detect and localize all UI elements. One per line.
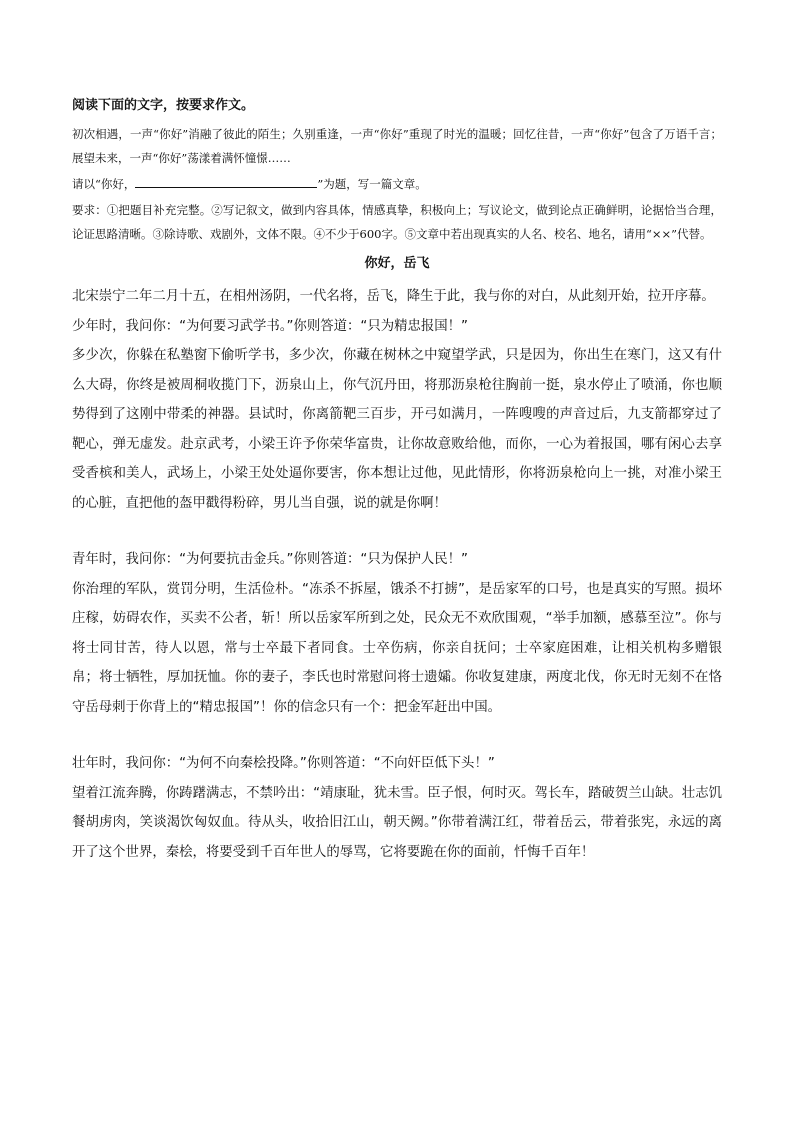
- essay-paragraph-youth-question: 少年时，我问你：“为何要习武学书。”你则答道：“只为精忠报国！”: [72, 318, 468, 334]
- prompt-heading: 阅读下面的文字，按要求作文。: [72, 98, 255, 113]
- prompt-material: 初次相遇，一声“你好”消融了彼此的陌生；久别重逢，一声“你好”重现了时光的温暖；回忆往昔，一声“你好”包含了万语千言；展望未来，一声“你好”荡漾着满怀憧憬……: [72, 127, 722, 165]
- essay-paragraph-manjianghong: 望着江流奔腾，你踌躇满志，不禁吟出：“靖康耻，犹未雪。臣子恨，何时灭。驾长车，踏破贺兰山缺。壮志饥餐胡虏肉，笑谈渴饮匈奴血。待从头，收拾旧江山，朝天阙。”你带着满江红，带着岳云，带着张宪，永远的离开了这个世界，秦桧，将要受到千百年世人的辱骂，它将要跪在你的面前，忏悔千百年！: [72, 785, 722, 860]
- essay-paragraph-youth-story: 多少次，你躲在私塾窗下偷听学书，多少次，你藏在树林之中窥望学武，只是因为，你出生在寒门，这又有什么大碍，你终是被周桐收揽门下，沥泉山上，你气沉丹田，将那沥泉枪往胸前一挺，泉水停止了喷涌，你也顺势得到了这刚中带柔的神器。县试时，你离箭靶三百步，开弓如满月，一阵嗖嗖的声音过后，九支箭都穿过了靶心，弹无虚发。赴京武考，小梁王许予你荣华富贵，让你故意败给他，而你，一心为着报国，哪有闲心去享受香槟和美人，武场上，小梁王处处逼你要害，你本想让过他，见此情形，你将沥泉枪向上一挑，对准小梁王的心脏，直把他的盔甲戳得粉碎，男儿当自强，说的就是你啊！: [72, 348, 722, 511]
- instruction-suffix: ”为题，写一篇文章。: [317, 177, 427, 191]
- document-page: [72, 96, 722, 867]
- essay-body: [72, 282, 722, 867]
- title-blank-line: [135, 175, 317, 188]
- essay-paragraph-young-adult-question: 青年时，我问你：“为何要抗击金兵。”你则答道：“只为保护人民！”: [72, 552, 468, 567]
- essay-title: 你好，岳飞: [364, 256, 430, 271]
- essay-paragraph-prime-question: 壮年时，我问你：“为何不向秦桧投降。”你则答道：“不向奸臣低下头！”: [72, 756, 495, 771]
- prompt-requirements: 要求：①把题目补充完整。②写记叙文，做到内容具体，情感真挚，积极向上；写议论文，做到论点正确鲜明，论据恰当合理，论证思路清晰。③除诗歌、戏剧外，文体不限。④不少于600字。⑤文章中若出现真实的人名、校名、地名，请用“××”代替。: [72, 203, 722, 241]
- essay-paragraph-army: 你治理的军队，赏罚分明，生活俭朴。“冻杀不拆屋，饿杀不打掳”，是岳家军的口号，也是真实的写照。损坏庄稼，妨碍农作，买卖不公者，斩！所以岳家军所到之处，民众无不欢欣围观，“举手加额，感慕至泣”。你与将士同甘苦，待人以恩，常与士卒最下者同食。士卒伤病，你亲自抚问；士卒家庭困难，让相关机构多赠银帛；将士牺牲，厚加抚恤。你的妻子，李氏也时常慰问将士遗孀。你收复建康，两度北伐，你无时无刻不在恪守岳母刺于你背上的“精忠报国”！你的信念只有一个：把金军赶出中国。: [72, 581, 722, 715]
- essay-paragraph-intro: 北宋崇宁二年二月十五，在相州汤阴，一代名将，岳飞，降生于此，我与你的对白，从此刻开始，拉开序幕。: [72, 289, 715, 304]
- instruction-prefix: 请以“你好，: [72, 177, 136, 191]
- prompt-instruction: [72, 172, 722, 196]
